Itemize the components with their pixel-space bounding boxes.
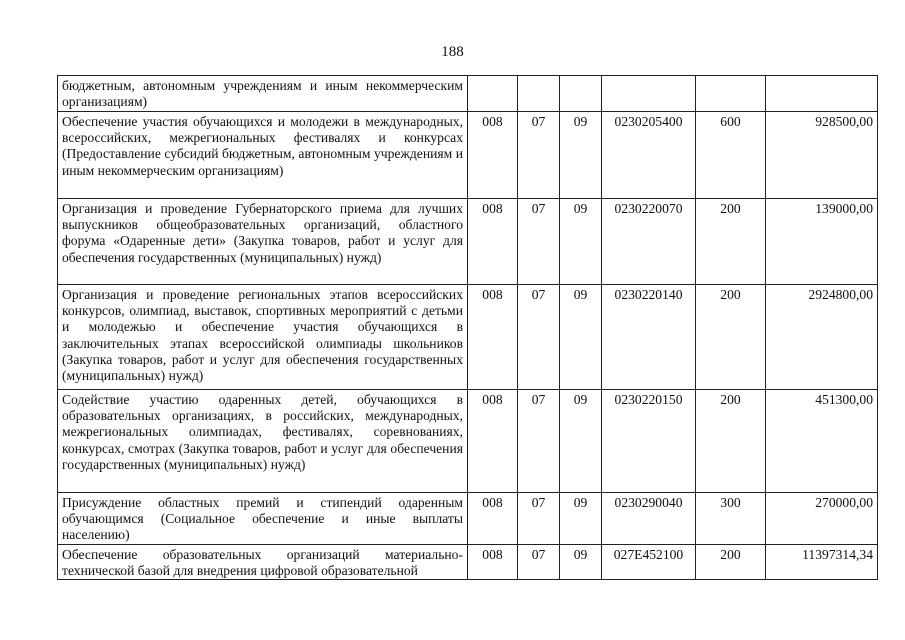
row-grbs-code: 008	[468, 199, 518, 285]
row-subsection-code: 09	[560, 199, 602, 285]
row-expense-type-code: 200	[696, 545, 766, 580]
row-expense-type-code: 200	[696, 199, 766, 285]
row-section-code	[518, 76, 560, 112]
row-description: Организация и проведение региональных этапов всероссийских конкурсов, олимпиад, выставок, спортивных мероприятий с детьми и молодежью и обеспечение участия обучающихся в заключительных этапах всероссийской олимпиады школьников (Закупка товаров, работ и услуг для обеспечения государственных (муниципальных) нужд)	[58, 285, 468, 390]
row-subsection-code: 09	[560, 390, 602, 493]
table-row	[58, 112, 878, 199]
row-description: бюджетным, автономным учреждениям и иным некоммерческим организациям)	[58, 76, 468, 112]
row-amount: 2924800,00	[766, 285, 878, 390]
row-expense-type-code: 300	[696, 493, 766, 545]
row-subsection-code: 09	[560, 545, 602, 580]
row-description: Присуждение областных премий и стипендий одаренным обучающимся (Социальное обеспечение и иные выплаты населению)	[58, 493, 468, 545]
row-subsection-code: 09	[560, 493, 602, 545]
row-amount: 451300,00	[766, 390, 878, 493]
row-section-code: 07	[518, 493, 560, 545]
table-row	[58, 390, 878, 493]
row-target-article-code	[602, 76, 696, 112]
row-section-code: 07	[518, 112, 560, 199]
row-subsection-code	[560, 76, 602, 112]
row-description: Обеспечение участия обучающихся и молодежи в международных, всероссийских, межрегиональных фестивалях и конкурсах (Предоставление субсидий бюджетным, автономным учреждениям и иным некоммерческим организациям)	[58, 112, 468, 199]
row-amount	[766, 76, 878, 112]
row-target-article-code: 0230220150	[602, 390, 696, 493]
row-subsection-code: 09	[560, 285, 602, 390]
row-amount: 139000,00	[766, 199, 878, 285]
row-section-code: 07	[518, 390, 560, 493]
row-amount: 928500,00	[766, 112, 878, 199]
row-target-article-code: 0230220070	[602, 199, 696, 285]
row-grbs-code	[468, 76, 518, 112]
row-amount: 11397314,34	[766, 545, 878, 580]
table-row	[58, 76, 878, 112]
row-expense-type-code	[696, 76, 766, 112]
row-expense-type-code: 200	[696, 390, 766, 493]
row-target-article-code: 0230205400	[602, 112, 696, 199]
table-row	[58, 545, 878, 580]
row-target-article-code: 027E452100	[602, 545, 696, 580]
row-section-code: 07	[518, 285, 560, 390]
row-subsection-code: 09	[560, 112, 602, 199]
table-row	[58, 493, 878, 545]
row-grbs-code: 008	[468, 545, 518, 580]
row-description: Содействие участию одаренных детей, обучающихся в образовательных организациях, в российских, международных, межрегиональных олимпиадах, фестивалях, соревнованиях, конкурсах, смотрах (Закупка товаров, работ и услуг для обеспечения государственных (муниципальных) нужд)	[58, 390, 468, 493]
row-description: Обеспечение образовательных организаций материально-технической базой для внедрения цифровой образовательной	[58, 545, 468, 580]
page-number: 188	[441, 44, 464, 60]
row-expense-type-code: 600	[696, 112, 766, 199]
row-grbs-code: 008	[468, 493, 518, 545]
row-description: Организация и проведение Губернаторского приема для лучших выпускников общеобразовательных организаций, областного форума «Одаренные дети» (Закупка товаров, работ и услуг для обеспечения государственных (муниципальных) нужд)	[58, 199, 468, 285]
table-row	[58, 285, 878, 390]
row-section-code: 07	[518, 545, 560, 580]
row-grbs-code: 008	[468, 112, 518, 199]
row-amount: 270000,00	[766, 493, 878, 545]
row-grbs-code: 008	[468, 285, 518, 390]
row-target-article-code: 0230220140	[602, 285, 696, 390]
row-expense-type-code: 200	[696, 285, 766, 390]
row-grbs-code: 008	[468, 390, 518, 493]
row-section-code: 07	[518, 199, 560, 285]
row-target-article-code: 0230290040	[602, 493, 696, 545]
table-row	[58, 199, 878, 285]
budget-table	[57, 75, 878, 580]
